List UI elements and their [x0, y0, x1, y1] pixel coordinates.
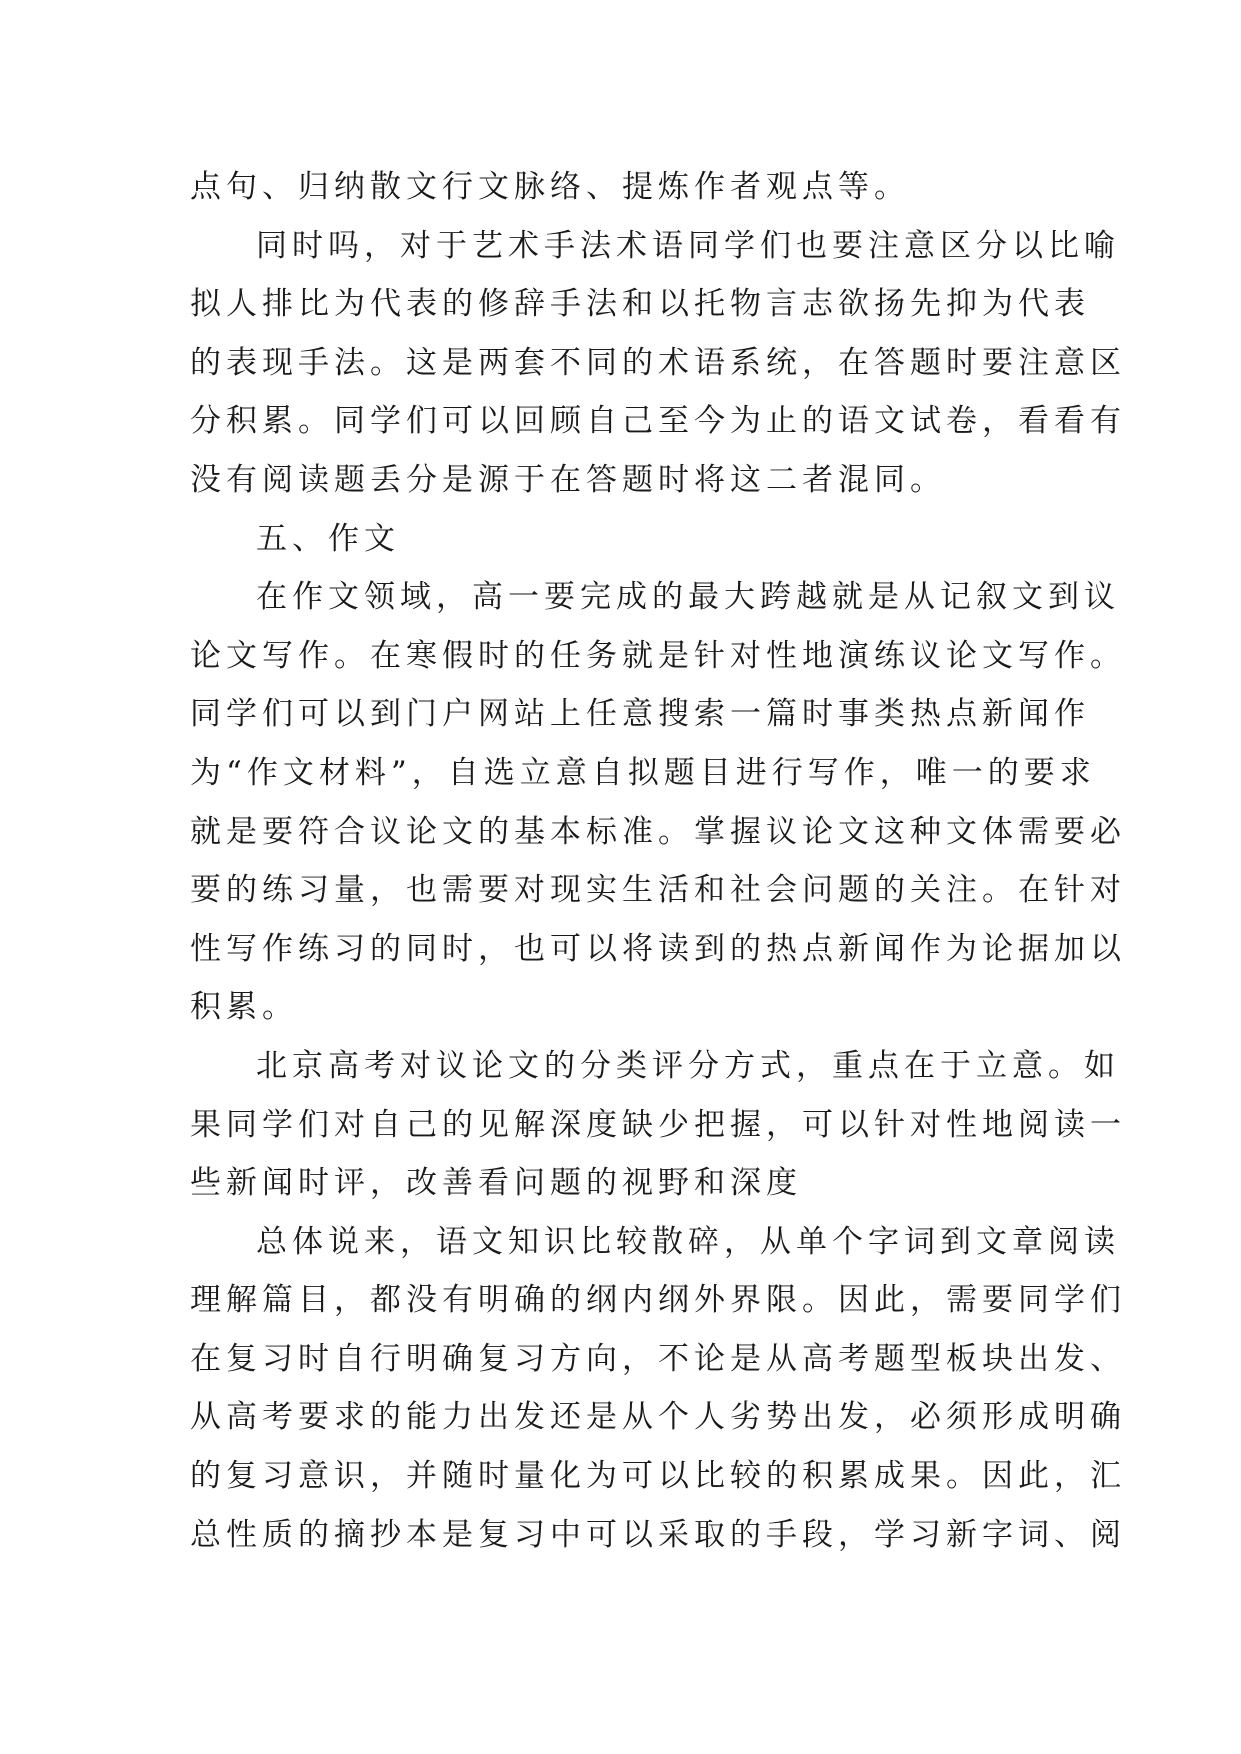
text-line: 北京高考对议论文的分类评分方式，重点在于立意。如	[256, 1047, 1120, 1084]
text-line: 积累。	[190, 989, 298, 1026]
text-line: 果同学们对自己的见解深度缺少把握，可以针对性地阅读一	[190, 1106, 1126, 1143]
text-line: 的复习意识，并随时量化为可以比较的积累成果。因此，汇	[190, 1458, 1126, 1495]
text-line: 为“作文材料”，自选立意自拟题目进行写作，唯一的要求	[190, 754, 1096, 791]
text-line: 性写作练习的同时，也可以将读到的热点新闻作为论据加以	[190, 930, 1126, 967]
text-line: 分积累。同学们可以回顾自己至今为止的语文试卷，看看有	[190, 403, 1126, 440]
text-line: 在作文领域，高一要完成的最大跨越就是从记叙文到议	[256, 579, 1120, 616]
text-line: 要的练习量，也需要对现实生活和社会问题的关注。在针对	[190, 872, 1126, 909]
text-line: 总体说来，语文知识比较散碎，从单个字词到文章阅读	[256, 1223, 1120, 1260]
text-line: 在复习时自行明确复习方向，不论是从高考题型板块出发、	[190, 1340, 1126, 1377]
text-line: 论文写作。在寒假时的任务就是针对性地演练议论文写作。	[190, 637, 1126, 674]
body-text	[190, 158, 1126, 1564]
text-line: 些新闻时评，改善看问题的视野和深度	[190, 1165, 802, 1202]
text-line: 总性质的摘抄本是复习中可以采取的手段，学习新字词、阅	[190, 1516, 1126, 1553]
text-line: 没有阅读题丢分是源于在答题时将这二者混同。	[190, 461, 946, 498]
text-line: 从高考要求的能力出发还是从个人劣势出发，必须形成明确	[190, 1399, 1126, 1436]
text-line: 拟人排比为代表的修辞手法和以托物言志欲扬先抑为代表	[190, 286, 1090, 323]
text-line: 理解篇目，都没有明确的纲内纲外界限。因此，需要同学们	[190, 1282, 1126, 1319]
text-line: 同学们可以到门户网站上任意搜索一篇时事类热点新闻作	[190, 696, 1090, 733]
section-heading: 五、作文	[256, 520, 400, 557]
text-line: 的表现手法。这是两套不同的术语系统，在答题时要注意区	[190, 344, 1126, 381]
text-line: 就是要符合议论文的基本标准。掌握议论文这种文体需要必	[190, 813, 1126, 850]
text-line: 点句、归纳散文行文脉络、提炼作者观点等。	[190, 169, 910, 205]
text-line: 同时吗，对于艺术手法术语同学们也要注意区分以比喻	[256, 227, 1120, 264]
